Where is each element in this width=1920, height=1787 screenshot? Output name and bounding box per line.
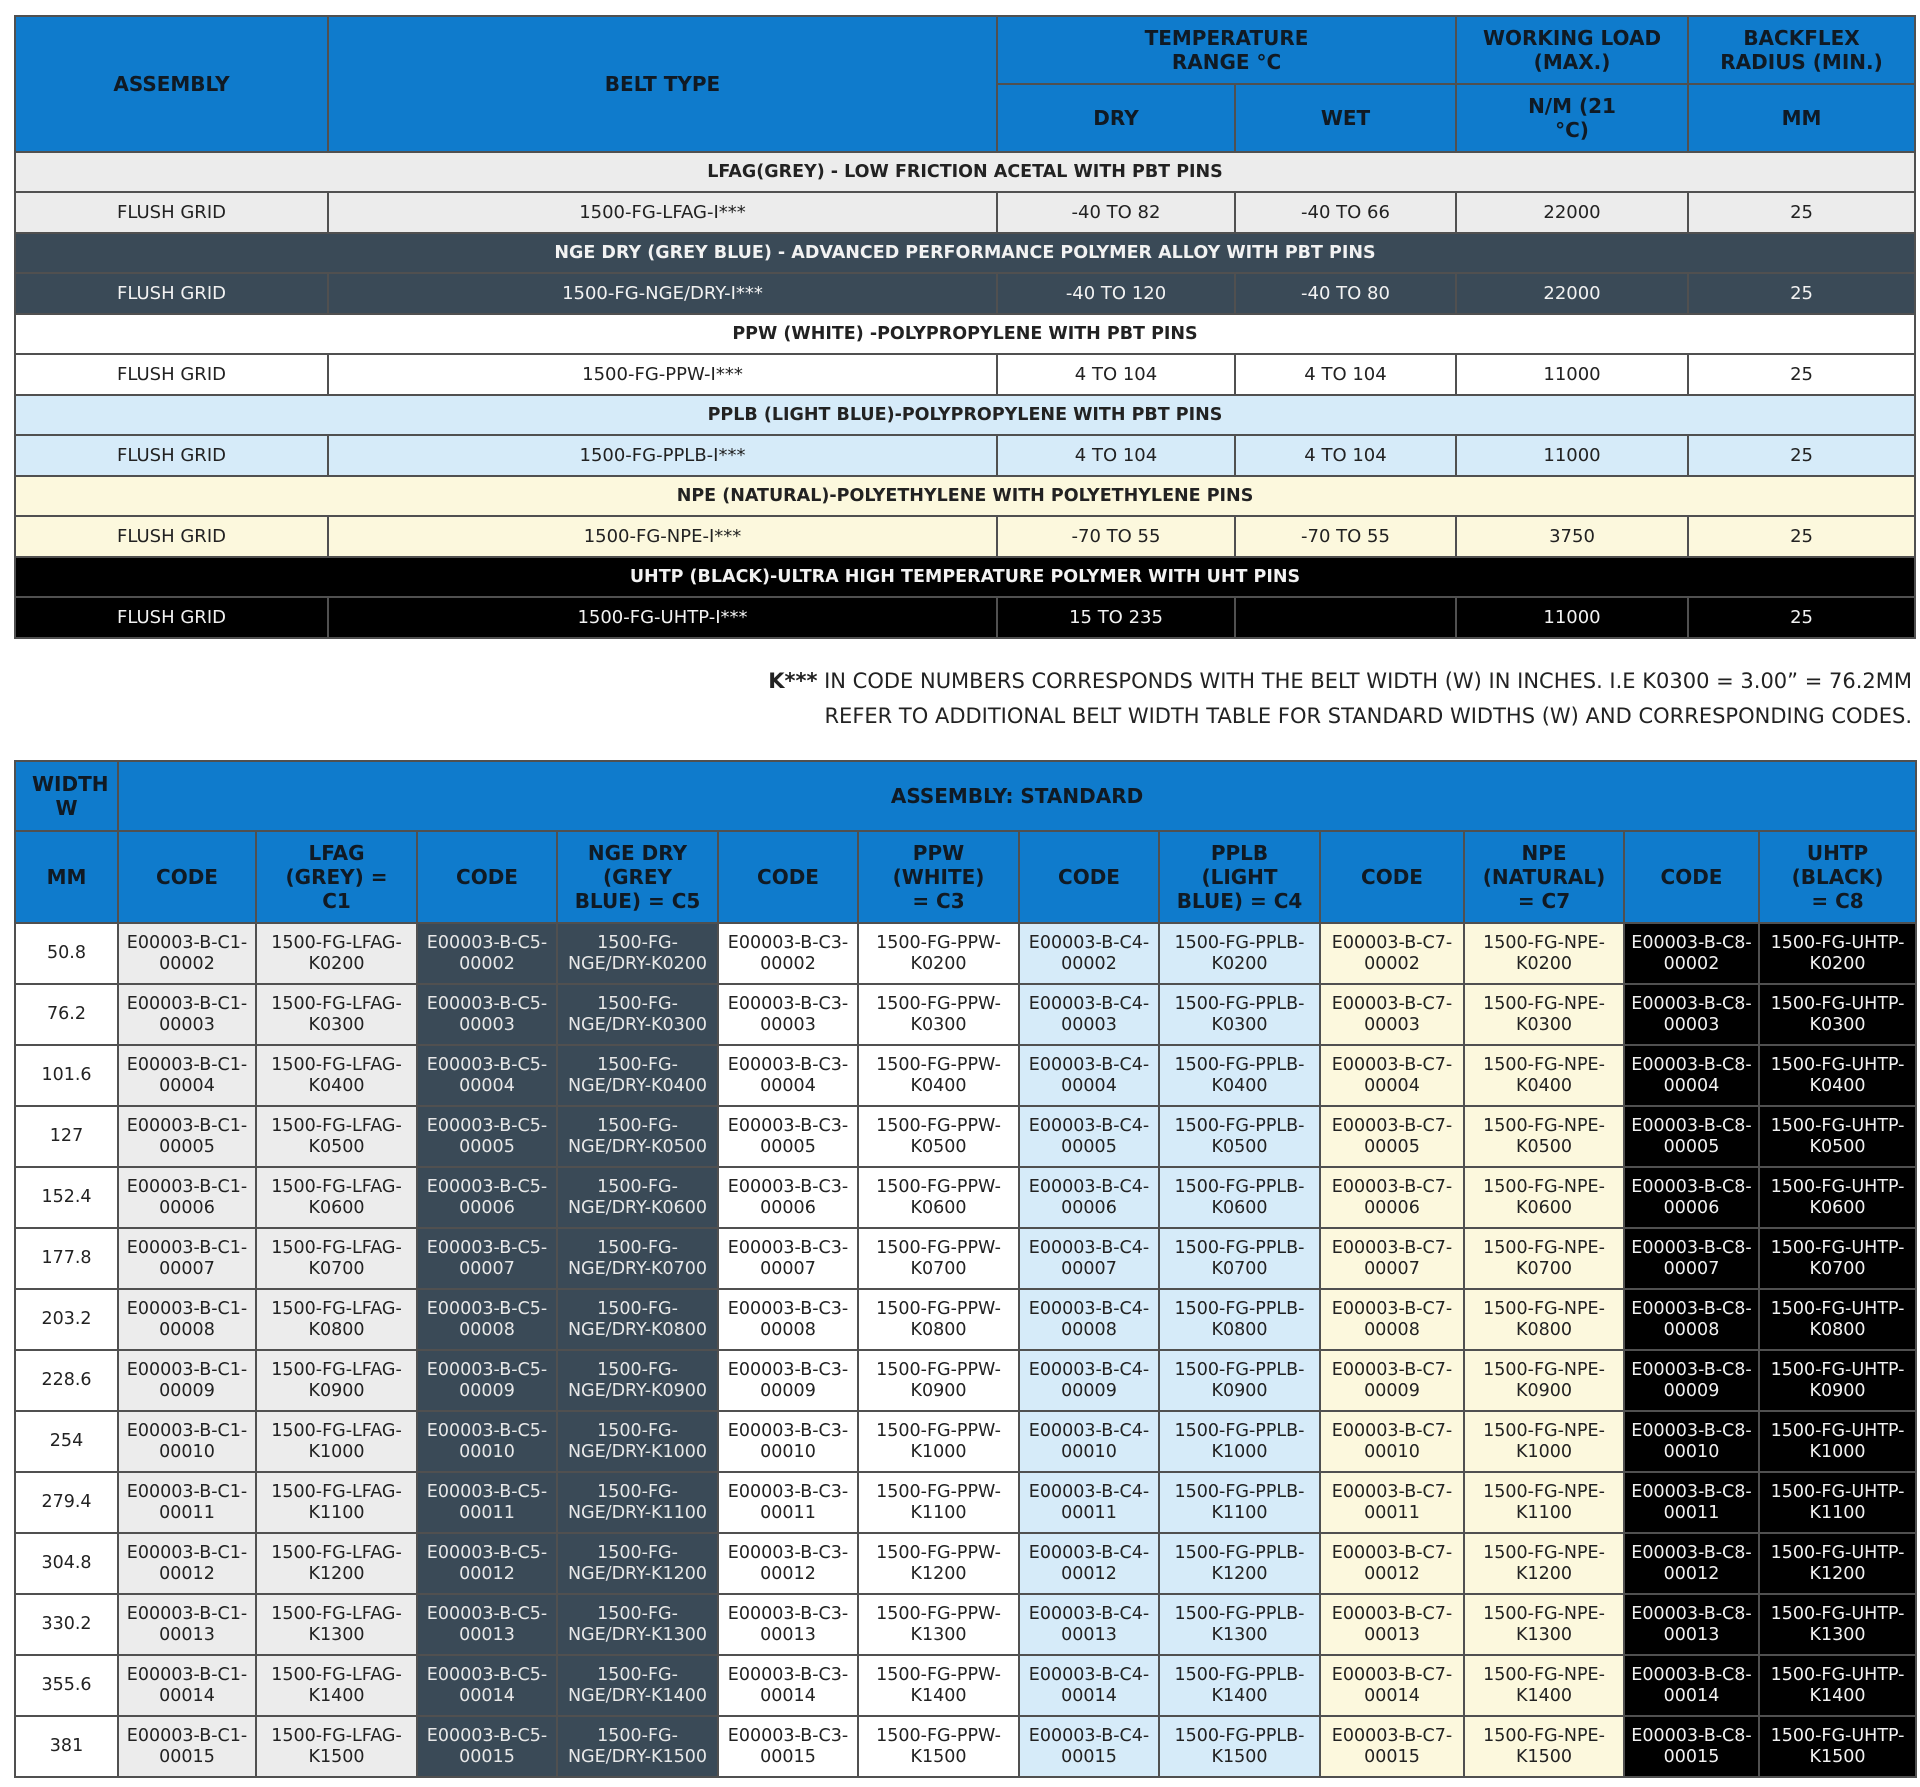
belt-code-cell-ppw: 1500-FG-PPW-K1100 (858, 1472, 1019, 1533)
width-mm-cell: 50.8 (15, 923, 118, 984)
working-load-unit-header: N/M (21 °C) (1456, 84, 1688, 152)
code-cell-pplb: E00003-B-C4-00009 (1019, 1350, 1159, 1411)
code-cell-npe: E00003-B-C7-00015 (1320, 1716, 1464, 1777)
material-header-pplb: PPLB (LIGHT BLUE) = C4 (1159, 831, 1320, 923)
belt-code-cell-uhtp: 1500-FG-UHTP-K0700 (1759, 1228, 1916, 1289)
working-load-cell: 11000 (1456, 354, 1688, 395)
code-cell-nge-dry: E00003-B-C5-00012 (417, 1533, 557, 1594)
code-cell-uhtp: E00003-B-C8-00002 (1624, 923, 1759, 984)
assembly-cell: FLUSH GRID (15, 273, 328, 314)
belt-code-cell-nge-dry: 1500-FG-NGE/DRY-K0600 (557, 1167, 718, 1228)
wet-temp-cell: 4 TO 104 (1235, 354, 1456, 395)
assembly-cell: FLUSH GRID (15, 354, 328, 395)
code-cell-lfag: E00003-B-C1-00010 (118, 1411, 256, 1472)
belt-code-cell-pplb: 1500-FG-PPLB-K0200 (1159, 923, 1320, 984)
width-mm-cell: 381 (15, 1716, 118, 1777)
belt-code-cell-ppw: 1500-FG-PPW-K0800 (858, 1289, 1019, 1350)
belt-code-cell-lfag: 1500-FG-LFAG-K0800 (256, 1289, 417, 1350)
code-cell-npe: E00003-B-C7-00010 (1320, 1411, 1464, 1472)
belt-code-cell-npe: 1500-FG-NPE-K0700 (1464, 1228, 1624, 1289)
working-load-cell: 11000 (1456, 435, 1688, 476)
dry-temp-cell: 4 TO 104 (997, 354, 1235, 395)
belt-code-cell-ppw: 1500-FG-PPW-K1500 (858, 1716, 1019, 1777)
belt-code-cell-npe: 1500-FG-NPE-K0500 (1464, 1106, 1624, 1167)
belt-code-cell-pplb: 1500-FG-PPLB-K1000 (1159, 1411, 1320, 1472)
belt-code-cell-npe: 1500-FG-NPE-K0800 (1464, 1289, 1624, 1350)
code-cell-pplb: E00003-B-C4-00011 (1019, 1472, 1159, 1533)
belt-code-cell-nge-dry: 1500-FG-NGE/DRY-K0200 (557, 923, 718, 984)
belt-code-cell-pplb: 1500-FG-PPLB-K0800 (1159, 1289, 1320, 1350)
code-cell-ppw: E00003-B-C3-00015 (718, 1716, 858, 1777)
belt-code-cell-npe: 1500-FG-NPE-K1300 (1464, 1594, 1624, 1655)
code-cell-npe: E00003-B-C7-00007 (1320, 1228, 1464, 1289)
belt-code-cell-npe: 1500-FG-NPE-K0300 (1464, 984, 1624, 1045)
belt-code-cell-ppw: 1500-FG-PPW-K0900 (858, 1350, 1019, 1411)
belt-code-cell-ppw: 1500-FG-PPW-K0300 (858, 984, 1019, 1045)
belt-code-cell-nge-dry: 1500-FG-NGE/DRY-K0300 (557, 984, 718, 1045)
code-cell-ppw: E00003-B-C3-00012 (718, 1533, 858, 1594)
wet-temp-cell: -40 TO 66 (1235, 192, 1456, 233)
assembly-cell: FLUSH GRID (15, 192, 328, 233)
code-cell-npe: E00003-B-C7-00011 (1320, 1472, 1464, 1533)
belt-code-cell-ppw: 1500-FG-PPW-K1000 (858, 1411, 1019, 1472)
table-row (15, 1289, 1916, 1350)
belt-code-cell-pplb: 1500-FG-PPLB-K1400 (1159, 1655, 1320, 1716)
code-cell-lfag: E00003-B-C1-00006 (118, 1167, 256, 1228)
code-cell-uhtp: E00003-B-C8-00015 (1624, 1716, 1759, 1777)
belt-code-cell-npe: 1500-FG-NPE-K1400 (1464, 1655, 1624, 1716)
belt-code-cell-uhtp: 1500-FG-UHTP-K1400 (1759, 1655, 1916, 1716)
table-row (15, 1228, 1916, 1289)
code-cell-lfag: E00003-B-C1-00012 (118, 1533, 256, 1594)
material-row-ppw (15, 354, 1915, 395)
width-code-rows (15, 923, 1916, 1777)
width-mm-cell: 76.2 (15, 984, 118, 1045)
wet-header: WET (1235, 84, 1456, 152)
code-cell-lfag: E00003-B-C1-00008 (118, 1289, 256, 1350)
code-cell-nge-dry: E00003-B-C5-00006 (417, 1167, 557, 1228)
belt-code-cell-ppw: 1500-FG-PPW-K0400 (858, 1045, 1019, 1106)
code-cell-pplb: E00003-B-C4-00012 (1019, 1533, 1159, 1594)
code-cell-pplb: E00003-B-C4-00014 (1019, 1655, 1159, 1716)
belt-code-cell-nge-dry: 1500-FG-NGE/DRY-K1400 (557, 1655, 718, 1716)
code-cell-ppw: E00003-B-C3-00002 (718, 923, 858, 984)
code-notes (768, 664, 1912, 734)
belt-code-cell-lfag: 1500-FG-LFAG-K1300 (256, 1594, 417, 1655)
backflex-header: BACKFLEX RADIUS (MIN.) (1688, 16, 1915, 84)
belt-code-cell-pplb: 1500-FG-PPLB-K0700 (1159, 1228, 1320, 1289)
assembly-standard-header: ASSEMBLY: STANDARD (118, 761, 1916, 831)
code-cell-uhtp: E00003-B-C8-00014 (1624, 1655, 1759, 1716)
backflex-cell: 25 (1688, 597, 1915, 638)
code-cell-nge-dry: E00003-B-C5-00004 (417, 1045, 557, 1106)
wet-temp-cell (1235, 597, 1456, 638)
table-row (15, 1045, 1916, 1106)
code-cell-lfag: E00003-B-C1-00004 (118, 1045, 256, 1106)
code-header-npe: CODE (1320, 831, 1464, 923)
belt-code-cell-uhtp: 1500-FG-UHTP-K0900 (1759, 1350, 1916, 1411)
code-cell-uhtp: E00003-B-C8-00009 (1624, 1350, 1759, 1411)
code-cell-npe: E00003-B-C7-00008 (1320, 1289, 1464, 1350)
width-mm-cell: 152.4 (15, 1167, 118, 1228)
code-cell-ppw: E00003-B-C3-00003 (718, 984, 858, 1045)
table-row (15, 1716, 1916, 1777)
code-cell-pplb: E00003-B-C4-00013 (1019, 1594, 1159, 1655)
belt-code-cell-pplb: 1500-FG-PPLB-K0900 (1159, 1350, 1320, 1411)
belt-code-cell-uhtp: 1500-FG-UHTP-K0400 (1759, 1045, 1916, 1106)
belt-code-cell-nge-dry: 1500-FG-NGE/DRY-K1300 (557, 1594, 718, 1655)
code-cell-pplb: E00003-B-C4-00007 (1019, 1228, 1159, 1289)
material-section-nge-dry: NGE DRY (GREY BLUE) - ADVANCED PERFORMANCE POLYMER ALLOY WITH PBT PINS (15, 233, 1915, 273)
table-row (15, 1350, 1916, 1411)
belt-code-cell-npe: 1500-FG-NPE-K1100 (1464, 1472, 1624, 1533)
code-cell-nge-dry: E00003-B-C5-00014 (417, 1655, 557, 1716)
belt-code-cell-uhtp: 1500-FG-UHTP-K1000 (1759, 1411, 1916, 1472)
belt-code-cell-uhtp: 1500-FG-UHTP-K1300 (1759, 1594, 1916, 1655)
belt-code-cell-pplb: 1500-FG-PPLB-K0600 (1159, 1167, 1320, 1228)
material-row-nge-dry (15, 273, 1915, 314)
backflex-unit-header: MM (1688, 84, 1915, 152)
material-row-lfag (15, 192, 1915, 233)
belt-code-cell-uhtp: 1500-FG-UHTP-K1500 (1759, 1716, 1916, 1777)
belt-code-cell-lfag: 1500-FG-LFAG-K0300 (256, 984, 417, 1045)
material-section-pplb: PPLB (LIGHT BLUE)-POLYPROPYLENE WITH PBT PINS (15, 395, 1915, 435)
note-line-1-text: IN CODE NUMBERS CORRESPONDS WITH THE BELT WIDTH (W) IN INCHES. I.E K0300 = 3.00” = 76.2MM (817, 669, 1912, 693)
code-cell-nge-dry: E00003-B-C5-00011 (417, 1472, 557, 1533)
code-cell-ppw: E00003-B-C3-00010 (718, 1411, 858, 1472)
code-cell-lfag: E00003-B-C1-00002 (118, 923, 256, 984)
code-cell-uhtp: E00003-B-C8-00012 (1624, 1533, 1759, 1594)
belt-code-cell-lfag: 1500-FG-LFAG-K0900 (256, 1350, 417, 1411)
code-cell-npe: E00003-B-C7-00003 (1320, 984, 1464, 1045)
code-cell-lfag: E00003-B-C1-00009 (118, 1350, 256, 1411)
code-cell-npe: E00003-B-C7-00002 (1320, 923, 1464, 984)
belt-code-cell-pplb: 1500-FG-PPLB-K1500 (1159, 1716, 1320, 1777)
code-cell-nge-dry: E00003-B-C5-00003 (417, 984, 557, 1045)
code-cell-npe: E00003-B-C7-00005 (1320, 1106, 1464, 1167)
belt-type-cell: 1500-FG-NGE/DRY-I*** (328, 273, 997, 314)
code-cell-pplb: E00003-B-C4-00010 (1019, 1411, 1159, 1472)
belt-code-cell-pplb: 1500-FG-PPLB-K1100 (1159, 1472, 1320, 1533)
code-cell-ppw: E00003-B-C3-00009 (718, 1350, 858, 1411)
code-cell-pplb: E00003-B-C4-00003 (1019, 984, 1159, 1045)
belt-type-cell: 1500-FG-PPLB-I*** (328, 435, 997, 476)
material-header-npe: NPE (NATURAL) = C7 (1464, 831, 1624, 923)
material-section-ppw: PPW (WHITE) -POLYPROPYLENE WITH PBT PINS (15, 314, 1915, 354)
code-cell-lfag: E00003-B-C1-00007 (118, 1228, 256, 1289)
code-cell-uhtp: E00003-B-C8-00006 (1624, 1167, 1759, 1228)
code-cell-ppw: E00003-B-C3-00006 (718, 1167, 858, 1228)
backflex-cell: 25 (1688, 354, 1915, 395)
belt-code-cell-npe: 1500-FG-NPE-K1000 (1464, 1411, 1624, 1472)
width-mm-cell: 330.2 (15, 1594, 118, 1655)
code-cell-ppw: E00003-B-C3-00007 (718, 1228, 858, 1289)
dry-header: DRY (997, 84, 1235, 152)
code-cell-lfag: E00003-B-C1-00015 (118, 1716, 256, 1777)
belt-code-cell-npe: 1500-FG-NPE-K0400 (1464, 1045, 1624, 1106)
note-line-2: REFER TO ADDITIONAL BELT WIDTH TABLE FOR STANDARD WIDTHS (W) AND CORRESPONDING CODES. (824, 704, 1912, 728)
code-cell-npe: E00003-B-C7-00006 (1320, 1167, 1464, 1228)
table-row (15, 923, 1916, 984)
code-cell-lfag: E00003-B-C1-00011 (118, 1472, 256, 1533)
wet-temp-cell: -40 TO 80 (1235, 273, 1456, 314)
belt-code-cell-npe: 1500-FG-NPE-K0900 (1464, 1350, 1624, 1411)
note-k-code: K*** (768, 669, 818, 693)
code-cell-uhtp: E00003-B-C8-00005 (1624, 1106, 1759, 1167)
belt-code-cell-pplb: 1500-FG-PPLB-K0500 (1159, 1106, 1320, 1167)
code-header-lfag: CODE (118, 831, 256, 923)
backflex-cell: 25 (1688, 273, 1915, 314)
belt-code-cell-npe: 1500-FG-NPE-K0600 (1464, 1167, 1624, 1228)
code-cell-npe: E00003-B-C7-00014 (1320, 1655, 1464, 1716)
code-cell-ppw: E00003-B-C3-00005 (718, 1106, 858, 1167)
material-section-uhtp: UHTP (BLACK)-ULTRA HIGH TEMPERATURE POLYMER WITH UHT PINS (15, 557, 1915, 597)
belt-code-cell-pplb: 1500-FG-PPLB-K0300 (1159, 984, 1320, 1045)
code-cell-pplb: E00003-B-C4-00005 (1019, 1106, 1159, 1167)
code-cell-npe: E00003-B-C7-00013 (1320, 1594, 1464, 1655)
belt-code-cell-lfag: 1500-FG-LFAG-K0500 (256, 1106, 417, 1167)
code-cell-nge-dry: E00003-B-C5-00013 (417, 1594, 557, 1655)
assembly-cell: FLUSH GRID (15, 516, 328, 557)
width-mm-cell: 127 (15, 1106, 118, 1167)
belt-code-cell-pplb: 1500-FG-PPLB-K1300 (1159, 1594, 1320, 1655)
note-line-1 (768, 664, 1912, 699)
table-row (15, 1106, 1916, 1167)
table-row (15, 1594, 1916, 1655)
code-cell-nge-dry: E00003-B-C5-00005 (417, 1106, 557, 1167)
material-header-lfag: LFAG (GREY) = C1 (256, 831, 417, 923)
belt-code-cell-ppw: 1500-FG-PPW-K0600 (858, 1167, 1019, 1228)
belt-code-cell-npe: 1500-FG-NPE-K1500 (1464, 1716, 1624, 1777)
code-cell-pplb: E00003-B-C4-00004 (1019, 1045, 1159, 1106)
belt-code-cell-nge-dry: 1500-FG-NGE/DRY-K0700 (557, 1228, 718, 1289)
code-cell-uhtp: E00003-B-C8-00003 (1624, 984, 1759, 1045)
belt-code-cell-lfag: 1500-FG-LFAG-K1000 (256, 1411, 417, 1472)
material-row-uhtp (15, 597, 1915, 638)
material-header-nge-dry: NGE DRY (GREY BLUE) = C5 (557, 831, 718, 923)
code-header-pplb: CODE (1019, 831, 1159, 923)
code-cell-ppw: E00003-B-C3-00008 (718, 1289, 858, 1350)
working-load-cell: 22000 (1456, 192, 1688, 233)
belt-type-cell: 1500-FG-LFAG-I*** (328, 192, 997, 233)
belt-code-cell-lfag: 1500-FG-LFAG-K0200 (256, 923, 417, 984)
code-cell-uhtp: E00003-B-C8-00007 (1624, 1228, 1759, 1289)
working-load-cell: 22000 (1456, 273, 1688, 314)
code-cell-uhtp: E00003-B-C8-00008 (1624, 1289, 1759, 1350)
width-mm-cell: 101.6 (15, 1045, 118, 1106)
code-cell-pplb: E00003-B-C4-00015 (1019, 1716, 1159, 1777)
belt-code-cell-nge-dry: 1500-FG-NGE/DRY-K0500 (557, 1106, 718, 1167)
belt-code-cell-lfag: 1500-FG-LFAG-K1400 (256, 1655, 417, 1716)
dry-temp-cell: -70 TO 55 (997, 516, 1235, 557)
dry-temp-cell: -40 TO 82 (997, 192, 1235, 233)
belt-code-cell-nge-dry: 1500-FG-NGE/DRY-K0900 (557, 1350, 718, 1411)
code-cell-lfag: E00003-B-C1-00003 (118, 984, 256, 1045)
belt-code-cell-lfag: 1500-FG-LFAG-K1200 (256, 1533, 417, 1594)
belt-code-cell-lfag: 1500-FG-LFAG-K1500 (256, 1716, 417, 1777)
width-mm-cell: 254 (15, 1411, 118, 1472)
assembly-cell: FLUSH GRID (15, 597, 328, 638)
backflex-cell: 25 (1688, 192, 1915, 233)
belt-code-cell-lfag: 1500-FG-LFAG-K1100 (256, 1472, 417, 1533)
belt-code-cell-ppw: 1500-FG-PPW-K0700 (858, 1228, 1019, 1289)
width-mm-cell: 355.6 (15, 1655, 118, 1716)
code-cell-nge-dry: E00003-B-C5-00008 (417, 1289, 557, 1350)
width-mm-cell: 228.6 (15, 1350, 118, 1411)
code-cell-nge-dry: E00003-B-C5-00002 (417, 923, 557, 984)
material-header-ppw: PPW (WHITE) = C3 (858, 831, 1019, 923)
width-mm-cell: 177.8 (15, 1228, 118, 1289)
code-cell-ppw: E00003-B-C3-00014 (718, 1655, 858, 1716)
belt-code-cell-nge-dry: 1500-FG-NGE/DRY-K0800 (557, 1289, 718, 1350)
code-cell-ppw: E00003-B-C3-00004 (718, 1045, 858, 1106)
belt-code-cell-ppw: 1500-FG-PPW-K1300 (858, 1594, 1019, 1655)
wet-temp-cell: -70 TO 55 (1235, 516, 1456, 557)
backflex-cell: 25 (1688, 435, 1915, 476)
material-header-uhtp: UHTP (BLACK) = C8 (1759, 831, 1916, 923)
code-cell-nge-dry: E00003-B-C5-00010 (417, 1411, 557, 1472)
code-cell-nge-dry: E00003-B-C5-00009 (417, 1350, 557, 1411)
code-header-ppw: CODE (718, 831, 858, 923)
code-cell-pplb: E00003-B-C4-00008 (1019, 1289, 1159, 1350)
code-cell-npe: E00003-B-C7-00009 (1320, 1350, 1464, 1411)
belt-spec-table (14, 15, 1916, 639)
belt-code-cell-uhtp: 1500-FG-UHTP-K0800 (1759, 1289, 1916, 1350)
belt-code-cell-pplb: 1500-FG-PPLB-K1200 (1159, 1533, 1320, 1594)
code-cell-npe: E00003-B-C7-00004 (1320, 1045, 1464, 1106)
width-mm-cell: 203.2 (15, 1289, 118, 1350)
table-row (15, 1655, 1916, 1716)
working-load-cell: 11000 (1456, 597, 1688, 638)
belt-type-header: BELT TYPE (328, 16, 997, 152)
table-row (15, 984, 1916, 1045)
code-cell-ppw: E00003-B-C3-00013 (718, 1594, 858, 1655)
table-row (15, 1167, 1916, 1228)
width-header: WIDTH W (15, 761, 118, 831)
belt-code-cell-uhtp: 1500-FG-UHTP-K0500 (1759, 1106, 1916, 1167)
code-header-uhtp: CODE (1624, 831, 1759, 923)
belt-code-cell-uhtp: 1500-FG-UHTP-K0300 (1759, 984, 1916, 1045)
code-cell-ppw: E00003-B-C3-00011 (718, 1472, 858, 1533)
belt-code-cell-uhtp: 1500-FG-UHTP-K1100 (1759, 1472, 1916, 1533)
dry-temp-cell: -40 TO 120 (997, 273, 1235, 314)
belt-code-cell-npe: 1500-FG-NPE-K1200 (1464, 1533, 1624, 1594)
code-cell-uhtp: E00003-B-C8-00011 (1624, 1472, 1759, 1533)
code-header-nge-dry: CODE (417, 831, 557, 923)
working-load-cell: 3750 (1456, 516, 1688, 557)
assembly-header: ASSEMBLY (15, 16, 328, 152)
belt-code-cell-nge-dry: 1500-FG-NGE/DRY-K1100 (557, 1472, 718, 1533)
backflex-cell: 25 (1688, 516, 1915, 557)
belt-code-cell-uhtp: 1500-FG-UHTP-K0600 (1759, 1167, 1916, 1228)
material-section-npe: NPE (NATURAL)-POLYETHYLENE WITH POLYETHYLENE PINS (15, 476, 1915, 516)
width-mm-cell: 279.4 (15, 1472, 118, 1533)
code-cell-nge-dry: E00003-B-C5-00007 (417, 1228, 557, 1289)
working-load-header: WORKING LOAD (MAX.) (1456, 16, 1688, 84)
table-row (15, 1533, 1916, 1594)
code-cell-nge-dry: E00003-B-C5-00015 (417, 1716, 557, 1777)
belt-type-cell: 1500-FG-NPE-I*** (328, 516, 997, 557)
belt-code-cell-pplb: 1500-FG-PPLB-K0400 (1159, 1045, 1320, 1106)
width-mm-cell: 304.8 (15, 1533, 118, 1594)
temperature-range-header: TEMPERATURE RANGE °C (997, 16, 1456, 84)
belt-code-cell-ppw: 1500-FG-PPW-K0500 (858, 1106, 1019, 1167)
belt-code-cell-nge-dry: 1500-FG-NGE/DRY-K1000 (557, 1411, 718, 1472)
material-row-pplb (15, 435, 1915, 476)
table-row (15, 1411, 1916, 1472)
belt-code-cell-lfag: 1500-FG-LFAG-K0600 (256, 1167, 417, 1228)
dry-temp-cell: 4 TO 104 (997, 435, 1235, 476)
assembly-cell: FLUSH GRID (15, 435, 328, 476)
belt-code-cell-nge-dry: 1500-FG-NGE/DRY-K1500 (557, 1716, 718, 1777)
dry-temp-cell: 15 TO 235 (997, 597, 1235, 638)
belt-code-cell-npe: 1500-FG-NPE-K0200 (1464, 923, 1624, 984)
table-row (15, 1472, 1916, 1533)
mm-header: MM (15, 831, 118, 923)
belt-code-cell-nge-dry: 1500-FG-NGE/DRY-K1200 (557, 1533, 718, 1594)
belt-code-cell-ppw: 1500-FG-PPW-K1400 (858, 1655, 1019, 1716)
code-cell-npe: E00003-B-C7-00012 (1320, 1533, 1464, 1594)
code-cell-lfag: E00003-B-C1-00013 (118, 1594, 256, 1655)
code-cell-lfag: E00003-B-C1-00014 (118, 1655, 256, 1716)
belt-code-cell-nge-dry: 1500-FG-NGE/DRY-K0400 (557, 1045, 718, 1106)
belt-type-cell: 1500-FG-UHTP-I*** (328, 597, 997, 638)
wet-temp-cell: 4 TO 104 (1235, 435, 1456, 476)
code-cell-lfag: E00003-B-C1-00005 (118, 1106, 256, 1167)
code-cell-uhtp: E00003-B-C8-00013 (1624, 1594, 1759, 1655)
code-cell-uhtp: E00003-B-C8-00010 (1624, 1411, 1759, 1472)
belt-width-code-table (14, 760, 1917, 1778)
belt-code-cell-uhtp: 1500-FG-UHTP-K1200 (1759, 1533, 1916, 1594)
code-cell-pplb: E00003-B-C4-00006 (1019, 1167, 1159, 1228)
material-section-lfag: LFAG(GREY) - LOW FRICTION ACETAL WITH PBT PINS (15, 152, 1915, 192)
belt-code-cell-lfag: 1500-FG-LFAG-K0700 (256, 1228, 417, 1289)
code-cell-pplb: E00003-B-C4-00002 (1019, 923, 1159, 984)
code-cell-uhtp: E00003-B-C8-00004 (1624, 1045, 1759, 1106)
belt-type-cell: 1500-FG-PPW-I*** (328, 354, 997, 395)
belt-code-cell-lfag: 1500-FG-LFAG-K0400 (256, 1045, 417, 1106)
belt-code-cell-ppw: 1500-FG-PPW-K1200 (858, 1533, 1019, 1594)
material-row-npe (15, 516, 1915, 557)
belt-code-cell-uhtp: 1500-FG-UHTP-K0200 (1759, 923, 1916, 984)
belt-code-cell-ppw: 1500-FG-PPW-K0200 (858, 923, 1019, 984)
